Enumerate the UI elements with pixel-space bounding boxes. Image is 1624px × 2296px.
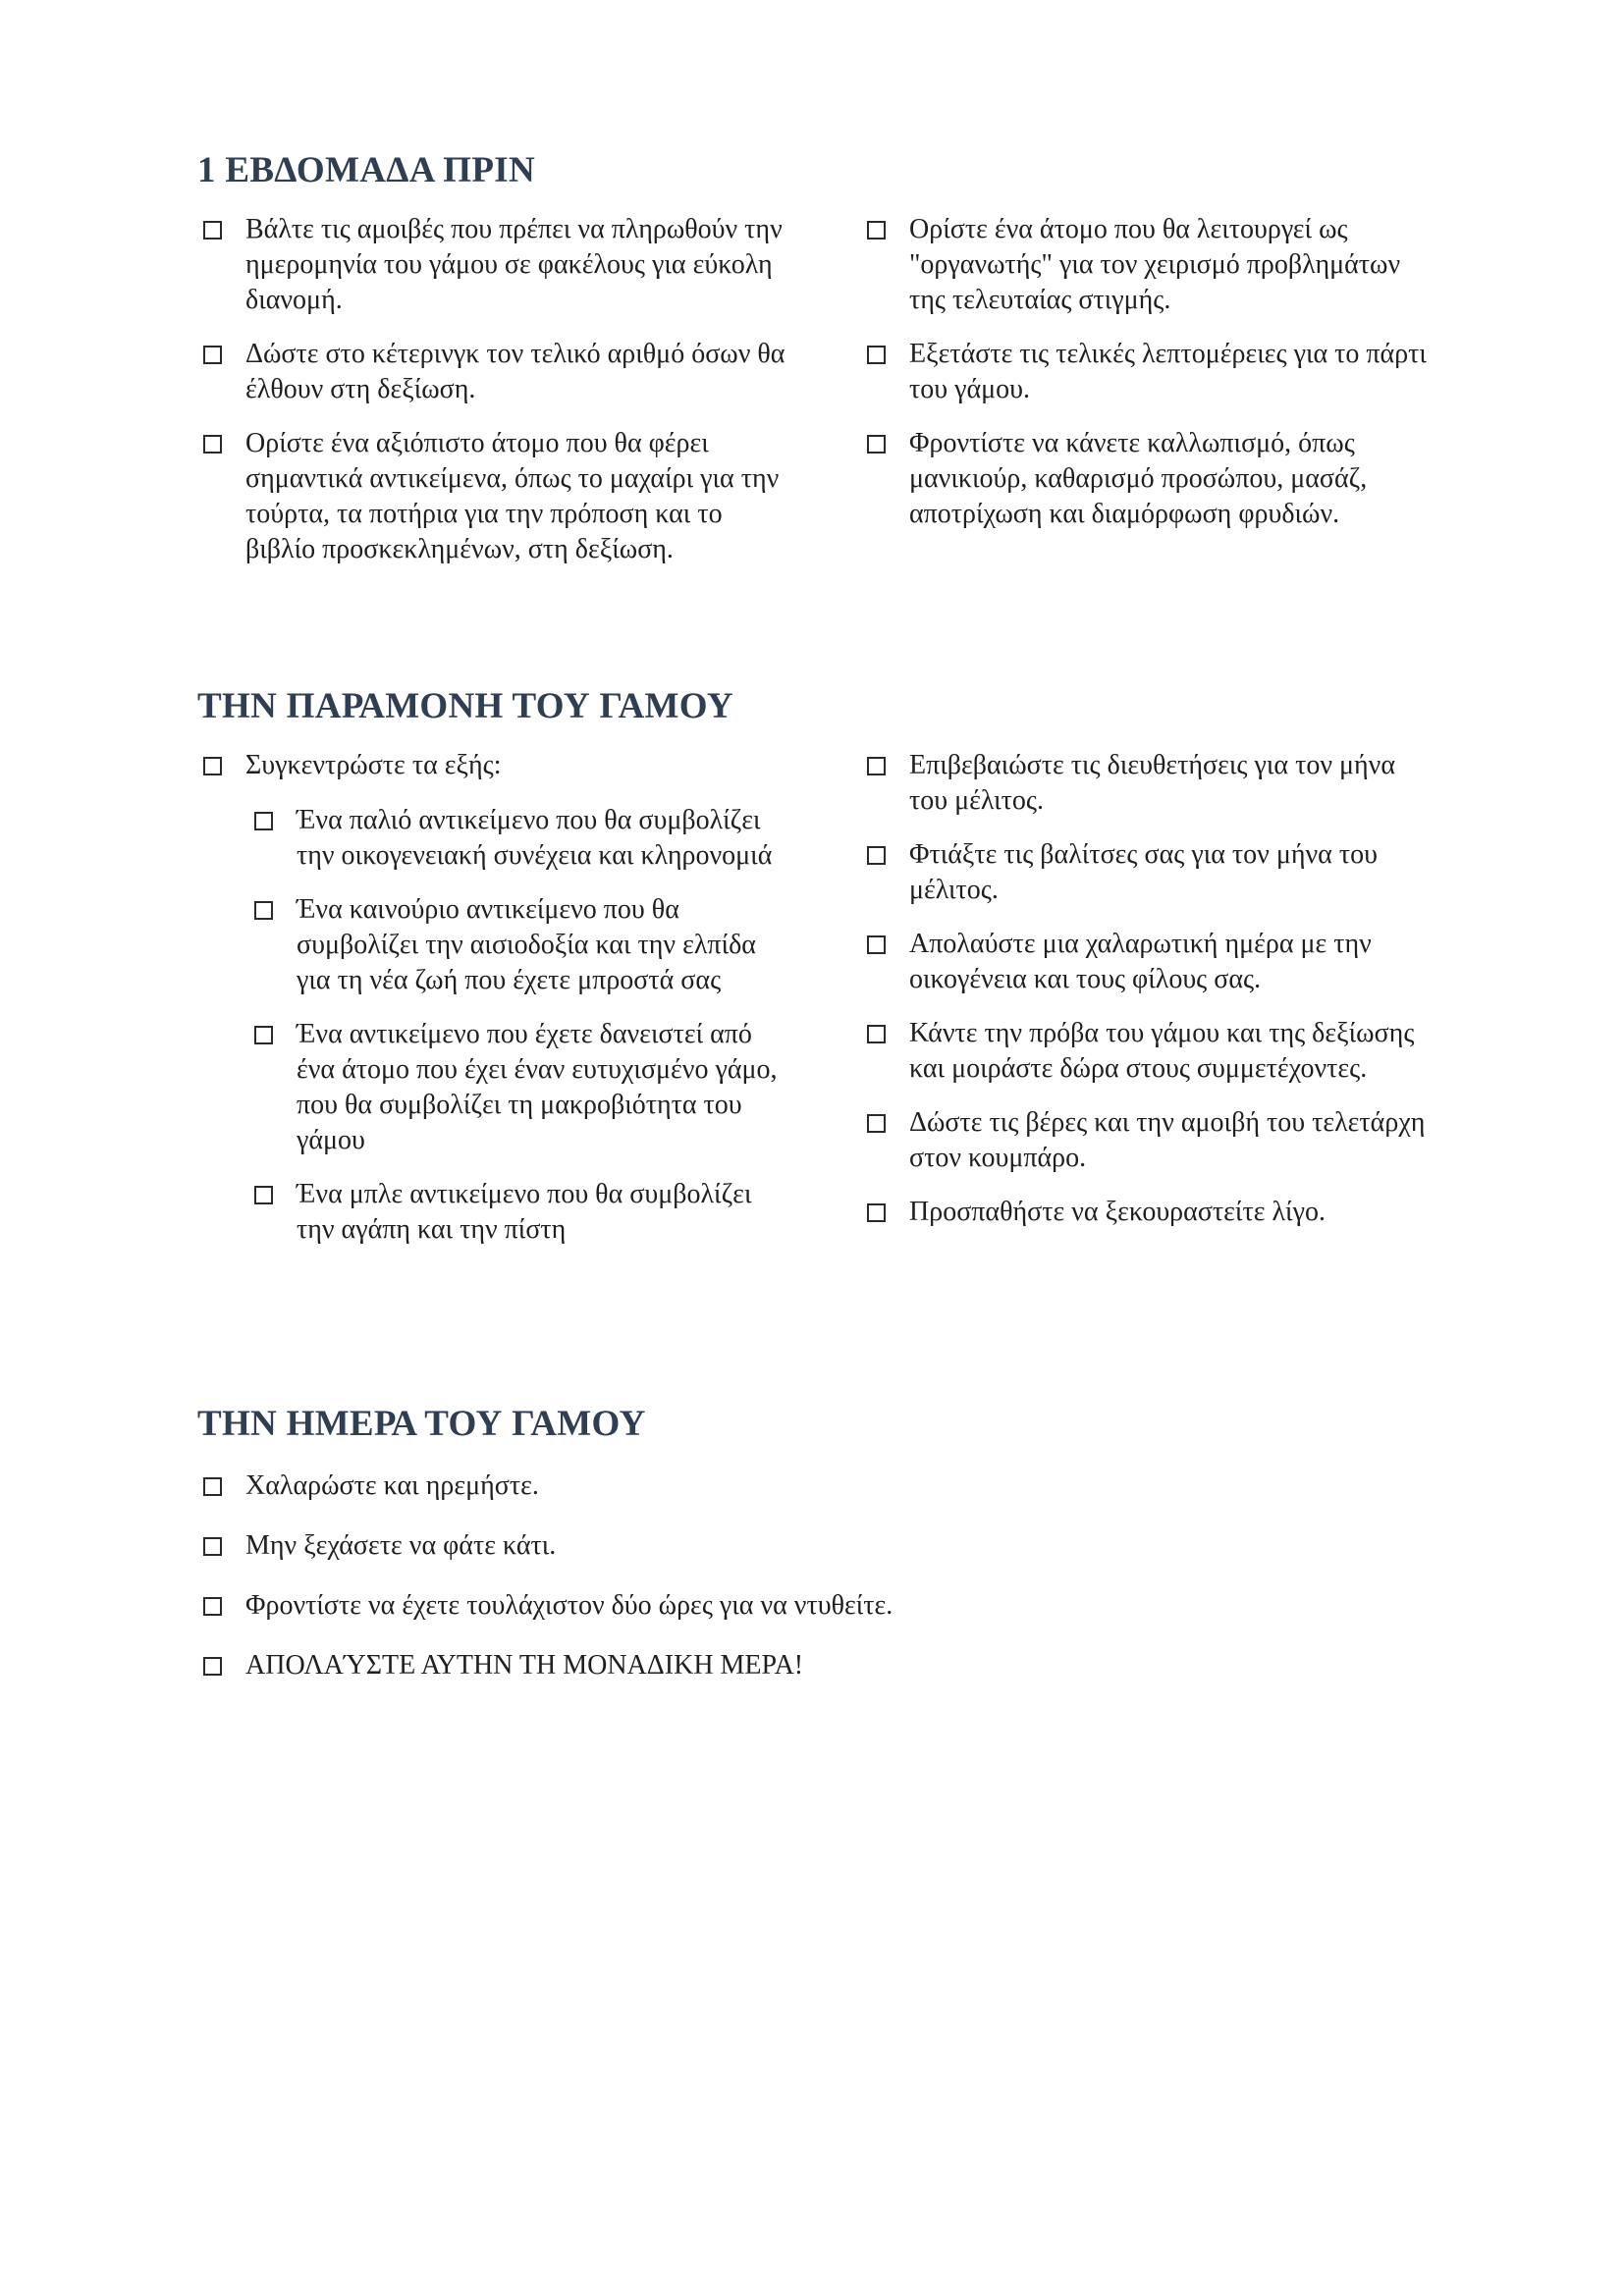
checklist-subitem (254, 892, 792, 998)
section-3-column (203, 1468, 1381, 1702)
checklist-item-text: Δώστε στο κέτερινγκ τον τελικό αριθμό όσων θα έλθουν στη δεξίωση. (245, 339, 785, 404)
checklist-item-text: Ένα καινούριο αντικείμενο που θα συμβολίζει την αισιοδοξία και την ελπίδα για τη νέα ζωή που έχετε μπροστά σας (297, 894, 756, 995)
checkbox[interactable] (254, 901, 273, 920)
checklist-item-text: Ένα μπλε αντικείμενο που θα συμβολίζει την αγάπη και την πίστη (297, 1179, 752, 1245)
checklist-item-text: Χαλαρώστε και ηρεμήστε. (245, 1470, 539, 1501)
checkbox[interactable] (203, 1597, 222, 1616)
checkbox[interactable] (867, 435, 886, 454)
checklist-item-text: Κάντε την πρόβα του γάμου και της δεξίωσης και μοιράστε δώρα στους συμμετέχοντες. (909, 1018, 1415, 1084)
checklist-subitem (254, 1017, 792, 1158)
checkbox[interactable] (203, 1657, 222, 1676)
checklist-item (867, 1195, 1436, 1230)
checkbox[interactable] (203, 1537, 222, 1556)
section-2-right-column (867, 748, 1436, 1249)
checklist-item (867, 212, 1436, 318)
checklist-item (203, 1648, 1381, 1683)
checkbox[interactable] (254, 812, 273, 830)
checklist-item-text: Ένα αντικείμενο που έχετε δανειστεί από ένα άτομο που έχει έναν ευτυχισμένο γάμο, που θα συμβολίζει τη μακροβιότητα του γάμου (297, 1019, 778, 1155)
checkbox[interactable] (867, 1114, 886, 1133)
checklist-item-text: Συγκεντρώστε τα εξής: (245, 750, 502, 780)
checklist-item-text: Δώστε τις βέρες και την αμοιβή του τελετάρχη στον κουμπάρο. (909, 1107, 1426, 1173)
checklist-item-text: ΑΠΟΛΑΎΣΤΕ ΑΥΤΗΝ ΤΗ ΜΟΝΑΔΙΚΗ ΜΕΡΑ! (245, 1650, 804, 1681)
checklist-item-text: Φροντίστε να κάνετε καλλωπισμό, όπως μανικιούρ, καθαρισμό προσώπου, μασάζ, αποτρίχωση και διαμόρφωση φρυδιών. (909, 428, 1368, 529)
checklist-item-text: Ορίστε ένα άτομο που θα λειτουργεί ως "οργανωτής" για τον χειρισμό προβλημάτων της τελευταίας στιγμής. (909, 214, 1401, 315)
checklist-item (203, 748, 792, 783)
checklist-item (867, 748, 1436, 819)
checklist-item-text: Απολαύστε μια χαλαρωτική ημέρα με την οικογένεια και τους φίλους σας. (909, 929, 1372, 994)
checklist-item (867, 1016, 1436, 1087)
checkbox[interactable] (203, 435, 222, 454)
checklist-item-text: Φτιάξτε τις βαλίτσες σας για τον μήνα του μέλιτος. (909, 839, 1378, 905)
checklist-item (203, 1588, 1381, 1624)
checkbox[interactable] (203, 757, 222, 775)
checkbox[interactable] (254, 1186, 273, 1204)
checklist-item (867, 1105, 1436, 1176)
checklist-item (203, 337, 792, 407)
checklist-item (203, 1468, 1381, 1504)
checklist-subitem (254, 1177, 792, 1248)
checklist-item-text: Προσπαθήστε να ξεκουραστείτε λίγο. (909, 1197, 1326, 1227)
checkbox[interactable] (867, 1025, 886, 1043)
checklist-item-text: Φροντίστε να έχετε τουλάχιστον δύο ώρες για να ντυθείτε. (245, 1590, 893, 1621)
checklist-item-text: Εξετάστε τις τελικές λεπτομέρειες για το πάρτι του γάμου. (909, 339, 1427, 404)
checklist-subitem (254, 803, 792, 874)
section-1-left-column (203, 212, 792, 586)
checklist-item (867, 337, 1436, 407)
checklist-item-text: Βάλτε τις αμοιβές που πρέπει να πληρωθούν την ημερομηνία του γάμου σε φακέλους για εύκολη διανομή. (245, 214, 783, 315)
checklist-item (867, 927, 1436, 997)
checklist-item (867, 837, 1436, 908)
checkbox[interactable] (867, 346, 886, 364)
checkbox[interactable] (867, 935, 886, 954)
section-2-left-column (203, 748, 792, 1266)
section-title-one-week-before: 1 ΕΒΔΟΜΑΔΑ ΠΡΙΝ (197, 150, 535, 190)
checkbox[interactable] (203, 346, 222, 364)
checklist-item (203, 426, 792, 567)
checkbox[interactable] (867, 1203, 886, 1222)
checklist-item (203, 1528, 1381, 1564)
section-1-right-column (867, 212, 1436, 551)
checklist-item (867, 426, 1436, 532)
checkbox[interactable] (867, 757, 886, 775)
checkbox[interactable] (203, 221, 222, 240)
checkbox[interactable] (867, 846, 886, 865)
checkbox[interactable] (867, 221, 886, 240)
checkbox[interactable] (254, 1026, 273, 1044)
section-title-wedding-eve: ΤΗΝ ΠΑΡΑΜΟΝΗ ΤΟΥ ΓΑΜΟΥ (197, 686, 733, 726)
checkbox[interactable] (203, 1477, 222, 1496)
checklist-item-text: Ορίστε ένα αξιόπιστο άτομο που θα φέρει σημαντικά αντικείμενα, όπως το μαχαίρι για την τούρτα, τα ποτήρια για την πρόποση και το βιβλίο προσκεκλημένων, στη δεξίωση. (245, 428, 780, 564)
checklist-item-text: Επιβεβαιώστε τις διευθετήσεις για τον μήνα του μέλιτος. (909, 750, 1395, 816)
checklist-item-text: Μην ξεχάσετε να φάτε κάτι. (245, 1530, 557, 1561)
checklist-item (203, 212, 792, 318)
checklist-item-text: Ένα παλιό αντικείμενο που θα συμβολίζει την οικογενειακή συνέχεια και κληρονομιά (297, 805, 773, 871)
section-title-wedding-day: ΤΗΝ ΗΜΕΡΑ ΤΟΥ ΓΑΜΟΥ (197, 1404, 646, 1444)
